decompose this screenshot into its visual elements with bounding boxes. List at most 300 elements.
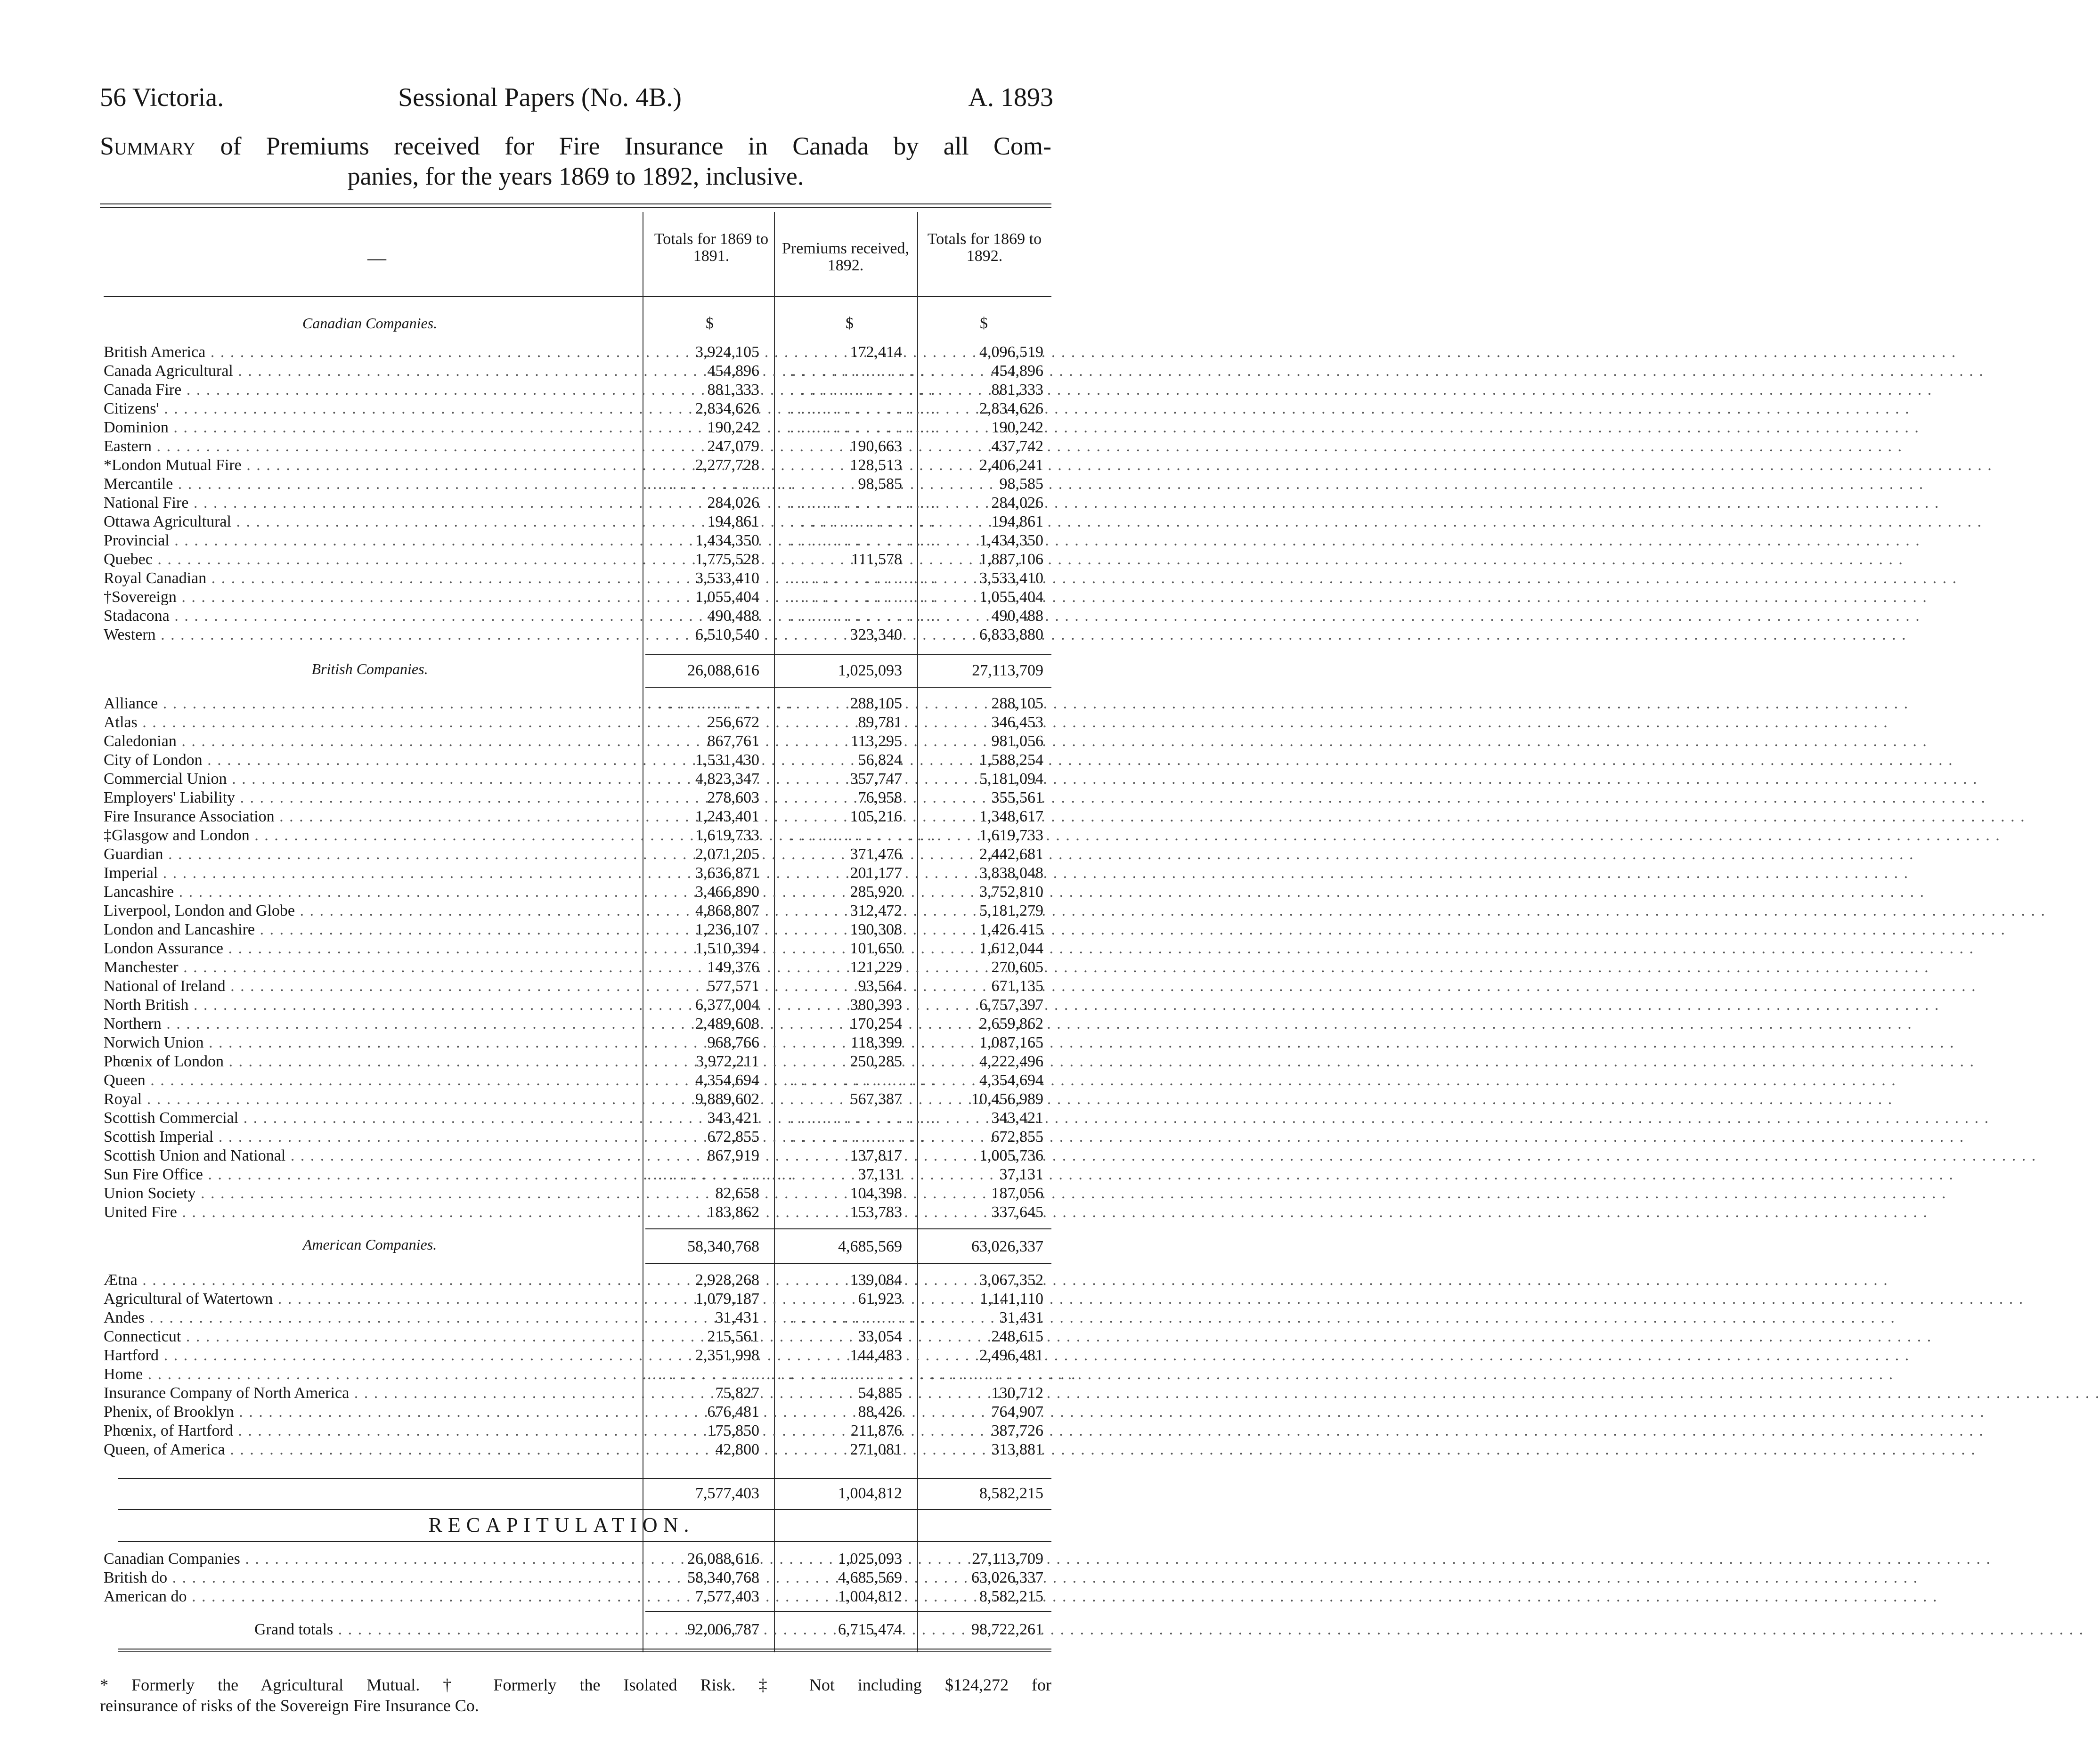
value-col3: 27,113,709: [972, 1550, 1043, 1568]
company-name: Citizens' . . .: [104, 399, 636, 418]
value-col3: 4,354,694: [979, 1072, 1043, 1089]
value-col1: 194,861: [707, 513, 759, 530]
canadian-company-row: [104, 588, 1043, 607]
value-col2: 54,885: [858, 1384, 902, 1402]
value-col3: 437,742: [991, 438, 1043, 455]
value-col3: 3,533,410: [979, 569, 1043, 587]
value-col3: 3,838,048: [979, 864, 1043, 882]
canadian-subtotal-rule-bottom: [645, 687, 1051, 688]
value-col3: 346,453: [991, 714, 1043, 731]
value-col2: 312,472: [850, 902, 902, 919]
canadian-subtotal-col1: 26,088,616: [687, 662, 759, 679]
value-col1: 2,928,268: [695, 1271, 759, 1289]
british-company-row: [104, 1128, 1043, 1146]
value-col2: . . . . . . . . . . . . . .: [790, 569, 936, 587]
value-col3: 1,887,106: [979, 551, 1043, 568]
value-col2: 88,426: [858, 1403, 902, 1421]
value-col3: 355,561: [991, 789, 1043, 806]
recap-top-rule: [118, 1509, 1051, 1510]
canadian-subtotal-col3: 27,113,709: [972, 662, 1043, 679]
value-col3: 490,488: [991, 607, 1043, 625]
value-col1: 3,466,890: [695, 883, 759, 901]
canadian-company-row: [104, 418, 1043, 437]
value-col2: . . . . . . . . . . . . . .: [790, 513, 936, 530]
currency-sign-col2: $: [846, 315, 854, 332]
value-col1: 75,827: [715, 1384, 759, 1402]
value-col1: 9,889,602: [695, 1090, 759, 1108]
value-col2: 89,781: [858, 714, 902, 731]
company-name: Employers' Liability . . .: [104, 788, 636, 807]
value-col1: . . . . . . . . . . . . . .: [647, 695, 794, 712]
company-name: Home . . .: [104, 1365, 636, 1384]
value-col2: 121,229: [850, 959, 902, 976]
value-col2: 271,081: [850, 1441, 902, 1458]
company-name: Ætna . . .: [104, 1271, 636, 1290]
company-name: City of London . . .: [104, 751, 636, 770]
company-name: Scottish Union and National . . .: [104, 1146, 636, 1165]
header-rule: [104, 296, 1051, 297]
value-col3: 6,833,880: [979, 626, 1043, 643]
value-col2: . . . . . . . . . . . . . .: [790, 494, 936, 512]
british-subtotal-rule-bottom: [645, 1263, 1051, 1264]
value-col1: 149,376: [707, 959, 759, 976]
value-col2: 190,308: [850, 921, 902, 938]
company-name: American do . . .: [104, 1587, 636, 1606]
british-company-row: [104, 751, 1043, 770]
value-col2: . . . . . . . . . . . . . .: [790, 607, 936, 625]
header-year: A. 1893: [968, 83, 1053, 112]
value-col1: 1,243,401: [695, 808, 759, 825]
value-col2: 211,876: [850, 1422, 902, 1439]
company-name: London Assurance . . .: [104, 939, 636, 958]
value-col3: 1,434,350: [979, 532, 1043, 549]
value-col1: 1,775,528: [695, 551, 759, 568]
value-col1: 284,026: [707, 494, 759, 512]
american-company-row: [104, 1271, 1043, 1290]
value-col1: 7,577,403: [695, 1588, 759, 1605]
company-name: Hartford . . .: [104, 1346, 636, 1365]
value-col2: 172,414: [850, 343, 902, 361]
value-col2: 190,663: [850, 438, 902, 455]
value-col2: 201,177: [850, 864, 902, 882]
value-col2: 250,285: [850, 1053, 902, 1070]
recap-row: [104, 1550, 1043, 1568]
company-name: Atlas . . .: [104, 713, 636, 732]
company-name: Insurance Company of North America . . .: [104, 1384, 636, 1403]
value-col1: 58,340,768: [687, 1569, 759, 1586]
value-col2: . . . . . . . . . . . . . .: [790, 1128, 936, 1146]
value-col3: 881,333: [991, 381, 1043, 398]
value-col1: . . . . . . . . . . . . . .: [647, 1166, 794, 1183]
british-company-row: [104, 788, 1043, 807]
title-rule-top: [100, 203, 1051, 204]
section-heading-canadian: Canadian Companies.: [302, 315, 438, 332]
company-name: Sun Fire Office . . .: [104, 1165, 636, 1184]
company-name: Alliance . . .: [104, 694, 636, 713]
american-total-col3: 8,582,215: [979, 1485, 1043, 1502]
company-name: Andes . . .: [104, 1308, 636, 1327]
value-col1: 4,823,347: [695, 770, 759, 788]
value-col2: 61,923: [858, 1290, 902, 1308]
value-col1: 1,055,404: [695, 588, 759, 606]
company-name: *London Mutual Fire . . .: [104, 456, 636, 475]
company-name: Canada Fire . . .: [104, 381, 636, 399]
value-col1: 676,481: [707, 1403, 759, 1421]
british-company-row: [104, 1146, 1043, 1165]
recap-row: [104, 1568, 1043, 1587]
value-col3: 248,615: [991, 1328, 1043, 1345]
value-col3: 194,861: [991, 513, 1043, 530]
value-col3: 981,056: [991, 732, 1043, 750]
column-header-totals-1891: Totals for 1869 to 1891.: [654, 230, 769, 265]
company-name: Agricultural of Watertown . . .: [104, 1290, 636, 1308]
company-name: ‡Glasgow and London . . .: [104, 826, 636, 845]
canadian-company-row: [104, 362, 1043, 381]
american-company-row: [104, 1422, 1043, 1440]
british-company-row: [104, 902, 1043, 920]
value-col1: 1,079,187: [695, 1290, 759, 1308]
value-col1: 1,510,394: [695, 940, 759, 957]
value-col3: 284,026: [991, 494, 1043, 512]
british-company-row: [104, 996, 1043, 1015]
british-company-row: [104, 770, 1043, 788]
value-col3: 764,907: [991, 1403, 1043, 1421]
title-rule-bottom: [100, 207, 1051, 208]
grand-total-rule: [645, 1611, 1051, 1612]
british-company-row: [104, 1071, 1043, 1090]
value-col3: 672,855: [991, 1128, 1043, 1146]
recapitulation-heading: RECAPITULATION.: [428, 1513, 695, 1536]
company-name: United Fire . . .: [104, 1203, 636, 1222]
canadian-company-row: [104, 437, 1043, 456]
company-name: Fire Insurance Association . . .: [104, 807, 636, 826]
value-col3: 2,834,626: [979, 400, 1043, 417]
american-total-rule: [118, 1478, 1051, 1479]
company-name: Connecticut . . .: [104, 1327, 636, 1346]
value-col3: 1,588,254: [979, 751, 1043, 769]
company-name: Mercantile . . .: [104, 475, 636, 494]
american-total-col1: 7,577,403: [695, 1485, 759, 1502]
value-col2: . . . . . . . . . . . . . .: [790, 532, 936, 549]
grand-total-col2: 6,715,474: [838, 1621, 902, 1638]
company-name: Lancashire . . .: [104, 883, 636, 902]
value-col1: 490,488: [707, 607, 759, 625]
value-col3: 31,431: [999, 1309, 1043, 1326]
value-col3: 190,242: [991, 419, 1043, 436]
header-sessional-papers: Sessional Papers (No. 4B.): [398, 83, 682, 112]
company-name: Caledonian . . .: [104, 732, 636, 751]
value-col3: 98,585: [999, 475, 1043, 493]
canadian-subtotal-col2: 1,025,093: [838, 662, 902, 679]
value-col1: 31,431: [715, 1309, 759, 1326]
value-col2: 33,054: [858, 1328, 902, 1345]
value-col1: 1,619,733: [695, 827, 759, 844]
grand-total-col3: 98,722,261: [971, 1621, 1043, 1638]
bottom-rule-bottom: [118, 1651, 1051, 1652]
value-col1: 3,636,871: [695, 864, 759, 882]
company-name: Royal . . .: [104, 1090, 636, 1109]
value-col3: 63,026,337: [971, 1569, 1043, 1586]
value-col2: 4,685,569: [838, 1569, 902, 1586]
british-company-row: [104, 1090, 1043, 1109]
british-company-row: [104, 807, 1043, 826]
value-col1: 3,924,105: [695, 343, 759, 361]
value-col2: 1,004,812: [838, 1588, 902, 1605]
value-col1: 2,351,998: [695, 1347, 759, 1364]
canadian-company-row: [104, 399, 1043, 418]
value-col2: 76,958: [858, 789, 902, 806]
british-company-row: [104, 1109, 1043, 1128]
company-name: Stadacona . . .: [104, 607, 636, 626]
value-col3: 4,222,496: [979, 1053, 1043, 1070]
value-col3: 313,881: [991, 1441, 1043, 1458]
value-col1: 2,071,205: [695, 845, 759, 863]
british-company-row: [104, 1015, 1043, 1033]
value-col1: 343,421: [707, 1109, 759, 1127]
value-col3: 6,757,397: [979, 996, 1043, 1014]
american-company-row: [104, 1327, 1043, 1346]
british-company-row: [104, 977, 1043, 996]
value-col2: 1,025,093: [838, 1550, 902, 1568]
british-subtotal-col2: 4,685,569: [838, 1238, 902, 1255]
company-name: Scottish Imperial . . .: [104, 1128, 636, 1146]
value-col2: . . . . . . . . . . . . . .: [790, 419, 936, 436]
company-name: Queen, of America . . .: [104, 1440, 636, 1459]
value-col1: 881,333: [707, 381, 759, 398]
column-header-totals-1892: Totals for 1869 to 1892.: [927, 230, 1042, 265]
value-col2: 118,399: [850, 1034, 902, 1051]
value-col2: 139,084: [850, 1271, 902, 1289]
header-session: 56 Victoria.: [100, 83, 224, 112]
value-col3: . . . . . . . . . . . . . .: [930, 1365, 1077, 1383]
grand-total-label: Grand totals . . .: [254, 1620, 636, 1639]
british-company-row: [104, 883, 1043, 902]
company-name: Union Society . . .: [104, 1184, 636, 1203]
company-name: Dominion . . .: [104, 418, 636, 437]
canadian-company-row: [104, 343, 1043, 362]
value-col2: 285,920: [850, 883, 902, 901]
american-company-row: [104, 1403, 1043, 1422]
value-col3: 2,442,681: [979, 845, 1043, 863]
value-col1: 26,088,616: [687, 1550, 759, 1568]
value-col2: . . . . . . . . . . . . . .: [790, 1309, 936, 1326]
value-col2: 101,650: [850, 940, 902, 957]
value-col1: . . . . . . . . . . . . . .: [647, 1365, 794, 1383]
british-subtotal-col3: 63,026,337: [971, 1238, 1043, 1255]
value-col3: 1,087,165: [979, 1034, 1043, 1051]
value-col2: 323,340: [850, 626, 902, 643]
value-col2: 371,476: [850, 845, 902, 863]
american-company-row: [104, 1346, 1043, 1365]
company-name: Canada Agricultural . . .: [104, 362, 636, 381]
company-name: North British . . .: [104, 996, 636, 1015]
canadian-company-row: [104, 512, 1043, 531]
company-name: British America . . .: [104, 343, 636, 362]
value-col2: 288,105: [850, 695, 902, 712]
currency-sign-col3: $: [980, 315, 988, 332]
title-line-2: panies, for the years 1869 to 1892, inclusive.: [347, 162, 804, 190]
value-col2: . . . . . . . . . . . . . .: [790, 381, 936, 398]
company-name: London and Lancashire . . .: [104, 920, 636, 939]
value-col1: 672,855: [707, 1128, 759, 1146]
canadian-company-row: [104, 475, 1043, 494]
company-name: National Fire . . .: [104, 494, 636, 512]
value-col2: . . . . . . . . . . . . . .: [790, 1109, 936, 1127]
section-heading-american: American Companies.: [302, 1236, 437, 1253]
value-col3: 1,005,736: [979, 1147, 1043, 1164]
american-total-col2: 1,004,812: [838, 1485, 902, 1502]
british-company-row: [104, 958, 1043, 977]
value-col3: 4,096,519: [979, 343, 1043, 361]
company-name: Royal Canadian . . .: [104, 569, 636, 588]
value-col3: 454,896: [991, 362, 1043, 380]
value-col1: 2,277,728: [695, 456, 759, 474]
company-name: Manchester . . .: [104, 958, 636, 977]
value-col3: 10,456,989: [971, 1090, 1043, 1108]
value-col1: 3,972,211: [696, 1053, 759, 1070]
canadian-company-row: [104, 607, 1043, 626]
company-name: Phenix, of Brooklyn . . .: [104, 1403, 636, 1422]
value-col3: 37,131: [999, 1166, 1043, 1183]
value-col3: 1,141,110: [980, 1290, 1043, 1308]
british-company-row: [104, 1203, 1043, 1222]
canadian-company-row: [104, 550, 1043, 569]
value-col3: 2,659,862: [979, 1015, 1043, 1032]
value-col2: 105,216: [850, 808, 902, 825]
value-col3: 1,055,404: [979, 588, 1043, 606]
american-company-row: [104, 1384, 1043, 1403]
value-col3: 2,406,241: [979, 456, 1043, 474]
canadian-company-row: [104, 494, 1043, 512]
british-company-row: [104, 1033, 1043, 1052]
british-company-row: [104, 864, 1043, 883]
value-col1: 6,510,540: [695, 626, 759, 643]
value-col3: 1,612,044: [979, 940, 1043, 957]
value-col1: 1,531,430: [695, 751, 759, 769]
value-col2: 113,295: [850, 732, 902, 750]
value-col3: 1,348,617: [979, 808, 1043, 825]
british-company-row: [104, 713, 1043, 732]
value-col2: . . . . . . . . . . . . . .: [790, 400, 936, 417]
value-col3: 3,752,810: [979, 883, 1043, 901]
section-heading-british: British Companies.: [311, 660, 428, 677]
canadian-company-row: [104, 626, 1043, 644]
value-col2: 56,824: [858, 751, 902, 769]
recap-row: [104, 1587, 1043, 1606]
value-col2: 111,578: [851, 551, 902, 568]
value-col1: 454,896: [707, 362, 759, 380]
value-col3: 671,135: [991, 977, 1043, 995]
american-company-row: [104, 1440, 1043, 1459]
value-col2: 37,131: [858, 1166, 902, 1183]
value-col3: 5,181,094: [979, 770, 1043, 788]
value-col2: 153,783: [850, 1203, 902, 1221]
value-col3: 130,712: [991, 1384, 1043, 1402]
value-col2: 357,747: [850, 770, 902, 788]
value-col1: 82,658: [715, 1185, 759, 1202]
value-col1: 278,603: [707, 789, 759, 806]
value-col3: 1,619,733: [979, 827, 1043, 844]
value-col2: 567,387: [850, 1090, 902, 1108]
company-name: Liverpool, London and Globe . . .: [104, 902, 636, 920]
value-col1: . . . . . . . . . . . . . .: [647, 475, 794, 493]
value-col1: 968,766: [707, 1034, 759, 1051]
value-col3: 2,496,481: [979, 1347, 1043, 1364]
company-name: British do . . .: [104, 1568, 636, 1587]
company-name: Phœnix of London . . .: [104, 1052, 636, 1071]
canadian-company-row: [104, 569, 1043, 588]
value-col2: 128,513: [850, 456, 902, 474]
value-col3: 343,421: [991, 1109, 1043, 1127]
american-company-row: [104, 1308, 1043, 1327]
company-name: Imperial . . .: [104, 864, 636, 883]
footnote-line-2: reinsurance of risks of the Sovereign Fire Insurance Co.: [100, 1696, 479, 1715]
footnote-line-1: * Formerly the Agricultural Mutual. † Formerly the Isolated Risk. ‡ Not including $124,272 for: [100, 1675, 1051, 1694]
value-col3: 187,056: [991, 1185, 1043, 1202]
canadian-company-row: [104, 456, 1043, 475]
value-col1: 2,489,608: [695, 1015, 759, 1032]
company-name: Western . . .: [104, 626, 636, 644]
document-title: [100, 131, 1051, 191]
column-header-label: —: [367, 247, 386, 268]
value-col1: 6,377,004: [695, 996, 759, 1014]
value-col2: . . . . . . . . . . . . . .: [790, 1072, 936, 1089]
british-company-row: [104, 1052, 1043, 1071]
company-name: Phœnix, of Hartford . . .: [104, 1422, 636, 1440]
canadian-company-row: [104, 531, 1043, 550]
british-company-row: [104, 845, 1043, 864]
value-col1: 867,919: [707, 1147, 759, 1164]
value-col1: 183,862: [707, 1203, 759, 1221]
value-col1: 867,761: [707, 732, 759, 750]
column-header-premiums-1892: Premiums received, 1892.: [781, 240, 910, 274]
value-col2: 104,398: [850, 1185, 902, 1202]
value-col2: . . . . . . . . . . . . . .: [790, 827, 936, 844]
company-name: Ottawa Agricultural . . .: [104, 512, 636, 531]
company-name: National of Ireland . . .: [104, 977, 636, 996]
value-col2: 380,393: [850, 996, 902, 1014]
company-name: Northern . . .: [104, 1015, 636, 1033]
british-company-row: [104, 826, 1043, 845]
value-col2: 144,483: [850, 1347, 902, 1364]
value-col1: 247,079: [707, 438, 759, 455]
canadian-subtotal-rule: [645, 654, 1051, 655]
value-col1: 42,800: [715, 1441, 759, 1458]
value-col3: 288,105: [991, 695, 1043, 712]
value-col3: 5,181,279: [979, 902, 1043, 919]
value-col3: 1,426.415: [979, 921, 1043, 938]
value-col2: 137,817: [850, 1147, 902, 1164]
american-company-row: [104, 1290, 1043, 1308]
value-col1: 2,834,626: [695, 400, 759, 417]
company-name: Queen . . .: [104, 1071, 636, 1090]
value-col1: 256,672: [707, 714, 759, 731]
value-col2: . . . . . . . . . . . . . .: [790, 1365, 936, 1383]
value-col1: 190,242: [707, 419, 759, 436]
company-name: Scottish Commercial . . .: [104, 1109, 636, 1128]
company-name: Canadian Companies . . .: [104, 1550, 636, 1568]
value-col2: 98,585: [858, 475, 902, 493]
currency-sign-col1: $: [706, 315, 714, 332]
value-col1: 4,354,694: [695, 1072, 759, 1089]
company-name: Norwich Union . . .: [104, 1033, 636, 1052]
grand-total-col1: 92,006,787: [687, 1621, 759, 1638]
value-col2: . . . . . . . . . . . . . .: [790, 362, 936, 380]
value-col1: 215,561: [707, 1328, 759, 1345]
company-name: Eastern . . .: [104, 437, 636, 456]
value-col1: 1,236,107: [695, 921, 759, 938]
british-company-row: [104, 920, 1043, 939]
